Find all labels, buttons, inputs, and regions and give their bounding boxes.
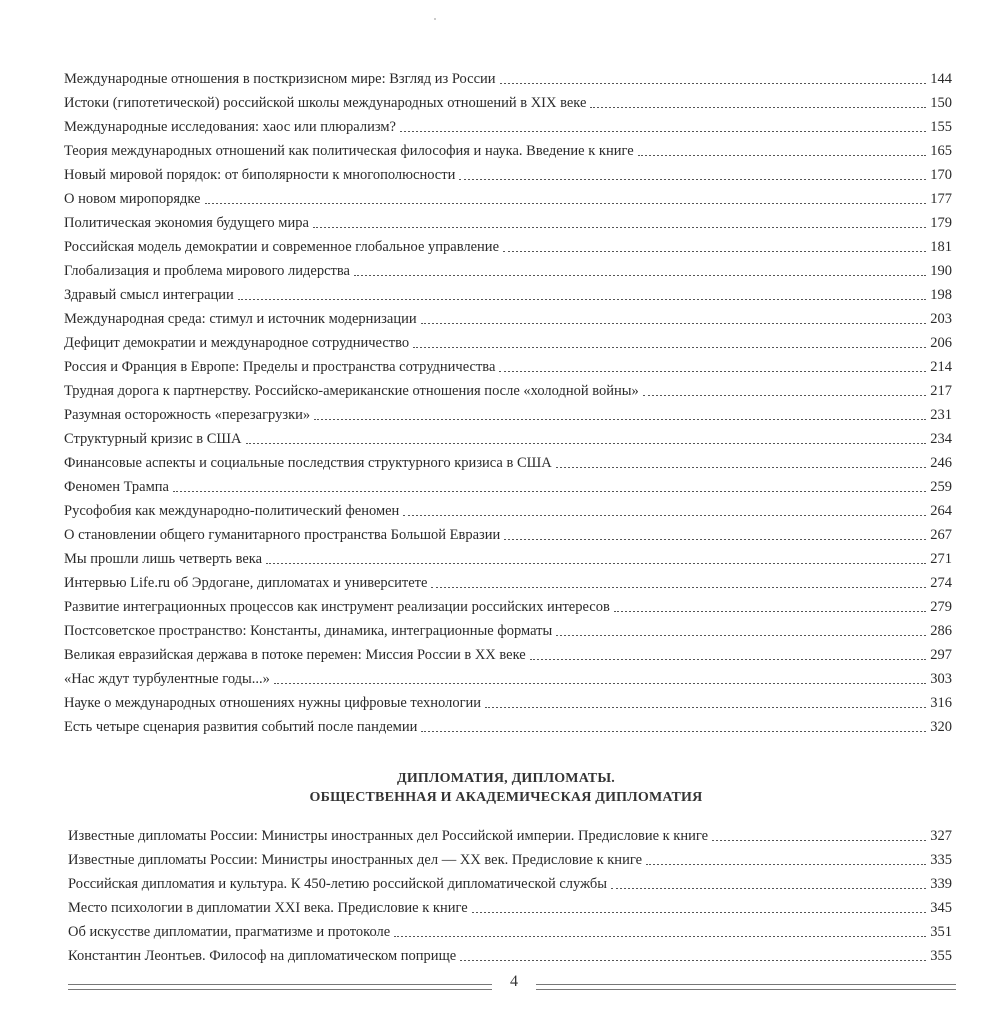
toc-entry-page: 303 — [930, 671, 952, 687]
toc-entry-page: 271 — [930, 551, 952, 567]
dot-leader — [460, 951, 926, 961]
dot-leader — [556, 458, 927, 468]
dot-leader — [313, 218, 926, 228]
toc-entry[interactable] — [64, 160, 952, 184]
toc-entry-page: 206 — [930, 335, 952, 351]
toc-entry-title: Есть четыре сценария развития событий после пандемии — [64, 719, 418, 735]
toc-entry-title: Разумная осторожность «перезагрузки» — [64, 407, 311, 423]
dot-leader — [638, 146, 927, 156]
toc-entry-page: 355 — [930, 948, 952, 964]
toc-entry-page: 297 — [930, 647, 952, 663]
toc-entry[interactable] — [64, 664, 952, 688]
toc-entry-title: Международные исследования: хаос или плюрализм? — [64, 119, 396, 135]
toc-entry-title: Политическая экономия будущего мира — [64, 215, 309, 231]
toc-entry-page: 286 — [930, 623, 952, 639]
toc-entry[interactable] — [64, 400, 952, 424]
dot-leader — [646, 855, 926, 865]
toc-entry-title: Мы прошли лишь четверть века — [64, 551, 263, 567]
dot-leader — [504, 530, 926, 540]
print-speck — [434, 18, 436, 20]
dot-leader — [503, 242, 926, 252]
dot-leader — [238, 290, 926, 300]
dot-leader — [413, 338, 926, 348]
dot-leader — [530, 650, 927, 660]
dot-leader — [246, 434, 927, 444]
dot-leader — [614, 602, 926, 612]
toc-entry-page: 327 — [930, 828, 952, 844]
toc-entry[interactable] — [64, 208, 952, 232]
dot-leader — [431, 578, 926, 588]
dot-leader — [354, 266, 926, 276]
toc-entry-title: Россия и Франция в Европе: Пределы и пространства сотрудничества — [64, 359, 496, 375]
toc-entry-title: Финансовые аспекты и социальные последствия структурного кризиса в США — [64, 455, 552, 471]
toc-entry-page: 231 — [930, 407, 952, 423]
toc-entry-page: 203 — [930, 311, 952, 327]
dot-leader — [712, 831, 926, 841]
toc-entry[interactable] — [68, 869, 952, 893]
dot-leader — [500, 74, 927, 84]
toc-entry[interactable] — [64, 592, 952, 616]
toc-entry-page: 274 — [930, 575, 952, 591]
toc-entry[interactable] — [64, 448, 952, 472]
toc-entry-page: 144 — [930, 71, 952, 87]
toc-entry-page: 264 — [930, 503, 952, 519]
toc-entry[interactable] — [64, 136, 952, 160]
toc-entry-page: 177 — [930, 191, 952, 207]
toc-entry-page: 320 — [930, 719, 952, 735]
toc-entry-title: Глобализация и проблема мирового лидерства — [64, 263, 350, 279]
dot-leader — [205, 194, 927, 204]
toc-entry-title: Российская модель демократии и современное глобальное управление — [64, 239, 499, 255]
toc-entry-title: Русофобия как международно-политический феномен — [64, 503, 400, 519]
dot-leader — [266, 554, 926, 564]
dot-leader — [314, 410, 926, 420]
toc-entry-page: 267 — [930, 527, 952, 543]
toc-entry-title: Феномен Трампа — [64, 479, 169, 495]
toc-entry-page: 150 — [930, 95, 952, 111]
toc-entry-page: 155 — [930, 119, 952, 135]
section-heading-line2: ОБЩЕСТВЕННАЯ И АКАДЕМИЧЕСКАЯ ДИПЛОМАТИЯ — [309, 790, 703, 805]
toc-entry[interactable] — [64, 712, 952, 736]
toc-entry-title: Науке о международных отношениях нужны цифровые технологии — [64, 695, 482, 711]
footer-rule-right — [536, 984, 956, 990]
toc-entry[interactable] — [68, 941, 952, 965]
dot-leader — [421, 722, 926, 732]
dot-leader — [499, 362, 926, 372]
footer-rule-left — [68, 984, 492, 990]
dot-leader — [400, 122, 926, 132]
page-footer — [0, 973, 1000, 998]
toc-entry[interactable] — [64, 352, 952, 376]
dot-leader — [590, 98, 926, 108]
toc-entry-title: Здравый смысл интеграции — [64, 287, 234, 303]
toc-entry-page: 217 — [930, 383, 952, 399]
toc-entry[interactable] — [64, 232, 952, 256]
toc-entry-title: Международная среда: стимул и источник модернизации — [64, 311, 417, 327]
toc-entry[interactable] — [64, 328, 952, 352]
toc-entry-page: 190 — [930, 263, 952, 279]
dot-leader — [556, 626, 926, 636]
toc-entry[interactable] — [64, 424, 952, 448]
toc-entry[interactable] — [68, 917, 952, 941]
toc-entry-title: Теория международных отношений как политическая философия и наука. Введение к книге — [64, 143, 634, 159]
toc-entry[interactable] — [68, 845, 952, 869]
toc-entry-title: Интервью Life.ru об Эрдогане, дипломатах и университете — [64, 575, 428, 591]
toc-entry-title: Истоки (гипотетической) российской школы международных отношений в XIX веке — [64, 95, 587, 111]
toc-entry-page: 165 — [930, 143, 952, 159]
toc-entry[interactable] — [64, 88, 952, 112]
dot-leader — [421, 314, 927, 324]
toc-entry-page: 214 — [930, 359, 952, 375]
toc-entry-page: 198 — [930, 287, 952, 303]
toc-entry[interactable] — [64, 64, 952, 88]
toc-entry-page: 179 — [930, 215, 952, 231]
toc-entry-title: Структурный кризис в США — [64, 431, 242, 447]
toc-entry-title: Новый мировой порядок: от биполярности к многополюсности — [64, 167, 456, 183]
toc-entry-page: 279 — [930, 599, 952, 615]
toc-entry-title: Российская дипломатия и культура. К 450-летию российской дипломатической службы — [68, 876, 608, 892]
dot-leader — [173, 482, 926, 492]
toc-entry-title: Трудная дорога к партнерству. Российско-американские отношения после «холодной войны» — [64, 383, 639, 399]
toc-entry[interactable] — [64, 280, 952, 304]
toc-entry-title: Об искусстве дипломатии, прагматизме и протоколе — [68, 924, 391, 940]
toc-entry[interactable] — [64, 184, 952, 208]
toc-entry-title: Постсоветское пространство: Константы, динамика, интеграционные форматы — [64, 623, 553, 639]
toc-entry[interactable] — [64, 304, 952, 328]
toc-entry-page: 170 — [930, 167, 952, 183]
toc-entry-title: О становлении общего гуманитарного пространства Большой Евразии — [64, 527, 501, 543]
dot-leader — [459, 170, 926, 180]
dot-leader — [472, 903, 927, 913]
toc-entry[interactable] — [64, 520, 952, 544]
toc-entry-title: Развитие интеграционных процессов как инструмент реализации российских интересов — [64, 599, 610, 615]
toc-entry[interactable] — [64, 616, 952, 640]
dot-leader — [643, 386, 926, 396]
toc-entry[interactable] — [64, 544, 952, 568]
toc-entry-page: 234 — [930, 431, 952, 447]
toc-entry-title: Константин Леонтьев. Философ на дипломатическом поприще — [68, 948, 457, 964]
toc-entry[interactable] — [64, 472, 952, 496]
toc-entry[interactable] — [64, 496, 952, 520]
toc-entry-page: 259 — [930, 479, 952, 495]
page-number: 4 — [510, 973, 518, 990]
dot-leader — [274, 674, 926, 684]
dot-leader — [611, 879, 926, 889]
dot-leader — [485, 698, 926, 708]
toc-entry-title: Международные отношения в посткризисном мире: Взгляд из России — [64, 71, 496, 87]
section-heading-line1: ДИПЛОМАТИЯ, ДИПЛОМАТЫ. — [397, 771, 615, 786]
toc-entry[interactable] — [64, 688, 952, 712]
toc-entry-page: 246 — [930, 455, 952, 471]
toc-entry[interactable] — [64, 640, 952, 664]
toc-entry-page: 316 — [930, 695, 952, 711]
toc-entry-page: 345 — [930, 900, 952, 916]
dot-leader — [394, 927, 926, 937]
toc-entry-title: Место психологии в дипломатии XXI века. Предисловие к книге — [68, 900, 468, 916]
toc-entry[interactable] — [68, 821, 952, 845]
toc-entry-title: Известные дипломаты России: Министры иностранных дел — XX век. Предисловие к книге — [68, 852, 643, 868]
dot-leader — [403, 506, 926, 516]
toc-entry-title: Известные дипломаты России: Министры иностранных дел Российской империи. Предисловие к книге — [68, 828, 709, 844]
toc-entry-title: «Нас ждут турбулентные годы...» — [64, 671, 270, 687]
toc-entry[interactable] — [64, 376, 952, 400]
toc-entry[interactable] — [68, 893, 952, 917]
toc-entry-page: 335 — [930, 852, 952, 868]
toc-entry-page: 181 — [930, 239, 952, 255]
toc-entry-title: Дефицит демократии и международное сотрудничество — [64, 335, 410, 351]
toc-entry-title: Великая евразийская держава в потоке перемен: Миссия России в XX веке — [64, 647, 526, 663]
toc-entry-title: О новом миропорядке — [64, 191, 201, 207]
toc-entry-page: 339 — [930, 876, 952, 892]
toc-entry-page: 351 — [930, 924, 952, 940]
toc-entry[interactable] — [64, 112, 952, 136]
toc-entry[interactable] — [64, 256, 952, 280]
toc-entry[interactable] — [64, 568, 952, 592]
